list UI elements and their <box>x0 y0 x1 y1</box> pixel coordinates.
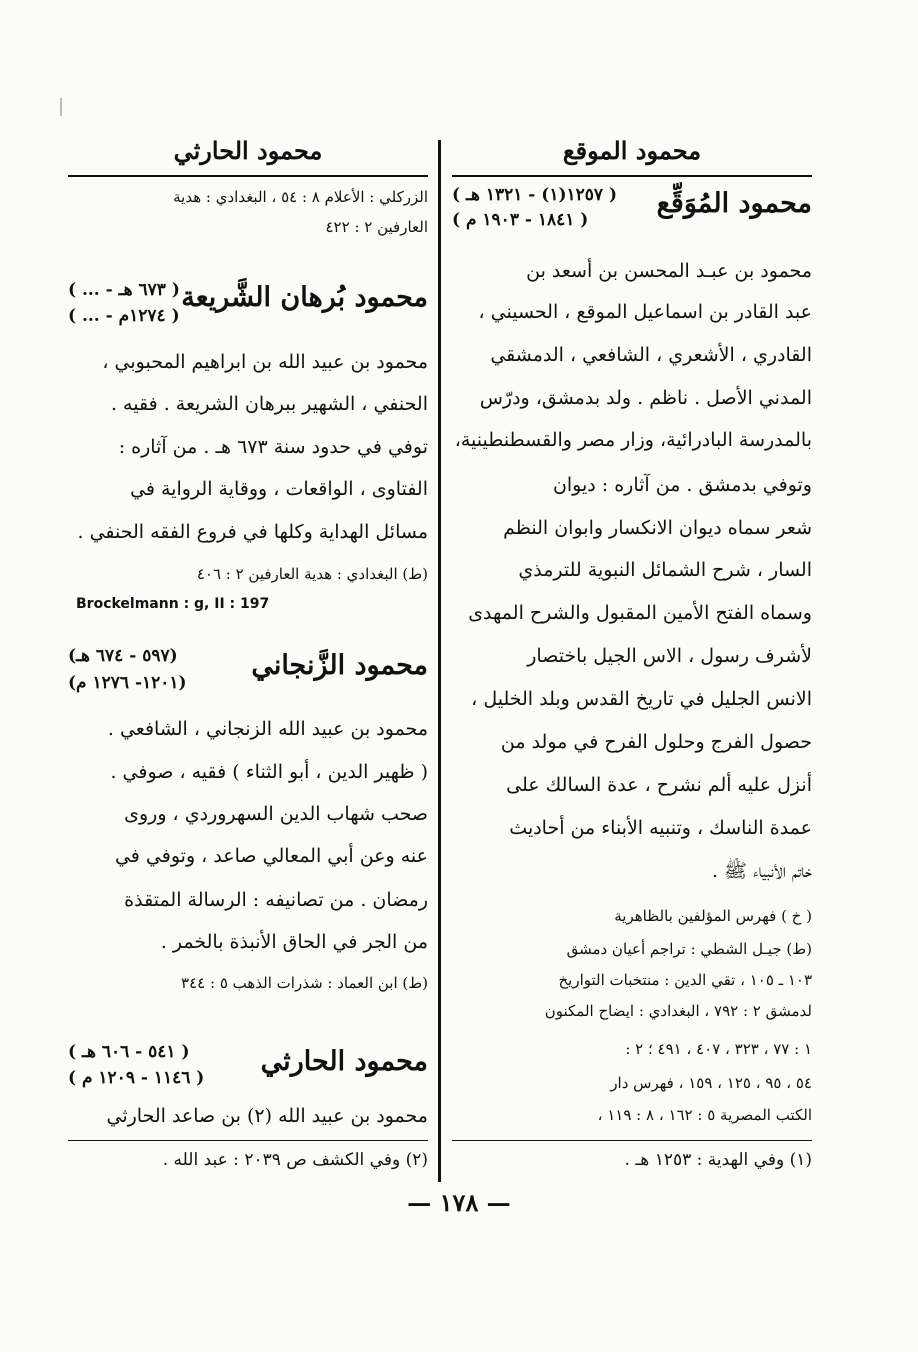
entry-dates-gregorian: ( ١٨٤١ - ١٩٠٣ م ) <box>452 210 589 230</box>
continuation-line: الزركلي : الأعلام ٨ : ٥٤ ، البغدادي : هدية <box>173 188 428 206</box>
entry-line: عبد القادر بن اسماعيل الموقع ، الحسيني ، <box>478 301 812 323</box>
entry-dates-gregorian: ( ... - ١٢٧٤م ) <box>68 306 180 326</box>
footnote-rule <box>68 1140 428 1141</box>
entry-line: وسماه الفتح الأمين المقبول والشرح المهدى <box>468 602 812 624</box>
entry-line: المدني الأصل . ناظم . ولد بدمشق، ودرّس <box>479 387 812 409</box>
entry-dates-hijri: (٥٩٧ - ٦٧٤ هـ) <box>68 646 178 666</box>
entry-line: أنزل عليه ألم نشرح ، عدة السالك على <box>506 774 812 796</box>
right-column <box>452 0 812 1352</box>
column-divider <box>438 140 441 1182</box>
left-header-rule <box>68 175 428 177</box>
source-line: ٥٤ ، ٩٥ ، ١٢٥ ، ١٥٩ ، فهرس دار <box>610 1074 812 1092</box>
footnote-rule <box>452 1140 812 1141</box>
entry-line: عنه وعن أبي المعالي صاعد ، وتوفي في <box>114 845 428 867</box>
entry-line: لأشرف رسول ، الاس الجيل باختصار <box>527 645 812 667</box>
source-line: (ط) ابن العماد : شذرات الذهب ٥ : ٣٤٤ <box>181 974 428 992</box>
source-line: ١ : ٧٧ ، ٣٢٣ ، ٤٠٧ ، ٤٩١ ؛ ٢ : <box>625 1040 812 1058</box>
source-line: (ط) جيـل الشطي : تراجم أعيان دمشق <box>566 940 812 958</box>
entry-dates-hijri: ( ٥٤١ - ٦٠٦ هـ ) <box>68 1042 190 1062</box>
entry-dates-gregorian: ( ١١٤٦ - ١٢٠٩ م ) <box>68 1068 205 1088</box>
entry-line: وتوفي بدمشق . من آثاره : ديوان <box>552 474 812 496</box>
entry-line: حصول الفرج وحلول الفرح في مولد من <box>500 731 812 753</box>
entry-line: محمود بن عبيد الله (٢) بن صاعد الحارثي <box>106 1105 428 1127</box>
entry-line: صحب شهاب الدين السهروردي ، وروى <box>124 803 428 825</box>
entry-dates-hijri: ( ١٢٥٧(١) - ١٣٢١ هـ ) <box>452 185 617 205</box>
entry-line: شعر سماه ديوان الانكسار وابوان النظم <box>503 517 812 539</box>
entry-line: توفي في حدود سنة ٦٧٣ هـ . من آثاره : <box>118 436 428 458</box>
source-line: ١٠٣ ـ ١٠٥ ، تقي الدين : منتخبات التواريخ <box>558 971 812 989</box>
entry-dates-gregorian: (١٢٠١- ١٢٧٦ م) <box>68 673 187 693</box>
entry-line: السار ، شرح الشمائل النبوية للترمذي <box>518 559 812 581</box>
entry-title: محمود الحارثي <box>260 1046 428 1077</box>
entry-line: من الجر في الحاق الأنبذة بالخمر . <box>160 931 428 953</box>
entry-line: بالمدرسة البادرائية، وزار مصر والقسطنطينية، <box>454 429 812 451</box>
entry-line: مسائل الهداية وكلها في فروع الفقه الحنفي . <box>77 521 428 543</box>
source-line: لدمشق ٢ : ٧٩٢ ، البغدادي : ايضاح المكنون <box>544 1002 812 1020</box>
entry-dates-hijri: ( ... - ٦٧٣ هـ ) <box>68 280 180 300</box>
left-running-title: محمود الحارثي <box>173 136 323 165</box>
entry-line: رمضان . من تصانيفه : الرسالة المتقذة <box>124 889 428 911</box>
entry-line: الفتاوى ، الواقعات ، ووقاية الرواية في <box>130 478 428 500</box>
scan-mark <box>60 98 62 116</box>
entry-title: محمود الزَّنجاني <box>251 650 428 681</box>
entry-line: محمود بن عبيد الله الزنجاني ، الشافعي . <box>107 718 428 740</box>
page-number: — ١٧٨ — <box>407 1188 511 1217</box>
entry-line: الحنفي ، الشهير ببرهان الشريعة . فقيه . <box>110 393 428 415</box>
entry-line: عمدة الناسك ، وتنبيه الأبناء من أحاديث <box>509 817 812 839</box>
entry-line: محمود بن عبـد المحسن بن أسعد بن <box>526 260 812 282</box>
latin-source: Brockelmann : g, II : 197 <box>76 596 270 612</box>
right-header-rule <box>452 175 812 177</box>
entry-line: خاتم الأنبياء ﷺ . <box>711 860 812 882</box>
entry-line: الانس الجليل في تاريخ القدس وبلد الخليل ، <box>471 688 812 710</box>
continuation-line: العارفين ٢ : ٤٢٢ <box>325 218 428 236</box>
footnote: (٢) وفي الكشف ص ٢٠٣٩ : عبد الله . <box>162 1150 428 1170</box>
entry-line: ( ظهير الدين ، أبو الثناء ) فقيه ، صوفي . <box>110 761 428 783</box>
entry-line: القادري ، الأشعري ، الشافعي ، الدمشقي <box>490 344 812 366</box>
footnote: (١) وفي الهدية : ١٢٥٣ هـ . <box>624 1150 812 1170</box>
source-line: ( خ ) فهرس المؤلفين بالظاهرية <box>614 907 812 925</box>
right-running-title: محمود الموقع <box>562 136 702 165</box>
source-line: (ط) البغدادي : هدية العارفين ٢ : ٤٠٦ <box>196 565 428 583</box>
entry-line: محمود بن عبيد الله بن ابراهيم المحبوبي ، <box>102 351 428 373</box>
left-column <box>68 0 428 1352</box>
source-line: الكتب المصرية ٥ : ١٦٢ ، ٨ : ١١٩ ، <box>597 1106 812 1124</box>
entry-title: محمود بُرهان الشَّريعة <box>181 282 428 313</box>
entry-title: محمود المُوَقِّع <box>656 188 812 219</box>
